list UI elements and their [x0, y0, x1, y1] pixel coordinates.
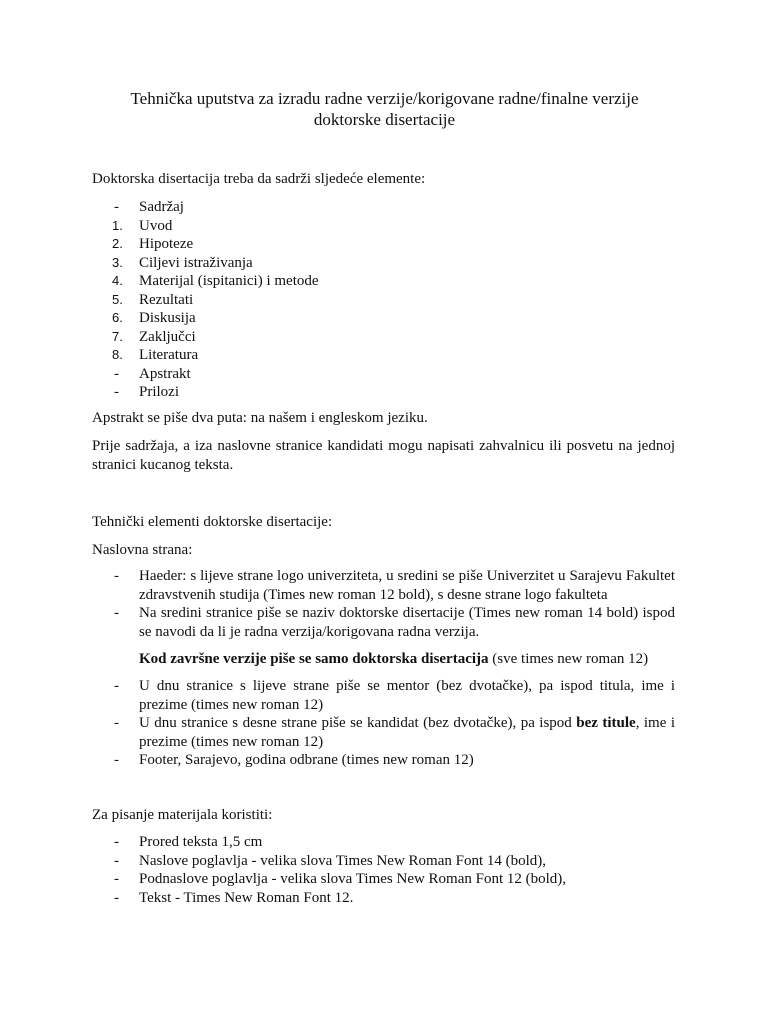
list-item: - Apstrakt — [114, 365, 191, 382]
list-item: 2. Hipoteze — [112, 236, 194, 252]
final-version-note-bold: Kod završne verzije piše se samo doktorska disertacija — [139, 651, 489, 667]
materials-heading: Za pisanje materijala koristiti: — [92, 807, 273, 823]
list-item: - Podnaslove poglavlja - velika slova Times New Roman Font 12 (bold), — [114, 871, 567, 887]
title-page-list-b — [92, 677, 675, 770]
materials-list — [92, 833, 675, 907]
list-item: 8. Literatura — [112, 347, 199, 363]
list-item: 6. Diskusija — [112, 310, 196, 326]
title-line-1: Tehnička uputstva za izradu radne verzije/korigovane radne/finalne verzije — [130, 89, 639, 108]
list-item: - Sadržaj — [114, 199, 184, 215]
final-version-note-rest: (sve times new roman 12) — [488, 651, 649, 667]
list-item: - Tekst - Times New Roman Font 12. — [114, 889, 354, 906]
list-item: 3. Ciljevi istraživanja — [112, 254, 253, 271]
list-item: 1. Uvod — [112, 217, 173, 234]
list-item: - Haeder: s lijeve strane logo univerziteta, u sredini se piše Univerzitet u Sarajevu Fakultet zdravstvenih studija (Times new roman 12 bold), s desne strane logo fakulteta — [114, 568, 675, 603]
list-item: - U dnu stranice s lijeve strane piše se mentor (bez dvotačke), pa ispod titula, ime i prezime (times new roman 12) — [114, 678, 675, 713]
list-item: - U dnu stranice s desne strane piše se kandidat (bez dvotačke), pa ispod bez titule, ime i prezime (times new roman 12) — [114, 715, 675, 750]
list-item: 4. Materijal (ispitanici) i metode — [112, 273, 319, 289]
document-title — [92, 88, 677, 130]
final-version-note — [139, 650, 675, 669]
technical-heading: Tehnički elementi doktorske disertacije: — [92, 514, 333, 530]
title-page-heading: Naslovna strana: — [92, 542, 193, 558]
elements-intro: Doktorska disertacija treba da sadrži sljedeće elemente: — [92, 171, 426, 187]
list-item: - Naslove poglavlja - velika slova Times New Roman Font 14 (bold), — [114, 852, 547, 869]
list-item: - Prilozi — [114, 384, 179, 400]
elements-list — [92, 198, 675, 402]
list-item: 5. Rezultati — [112, 291, 194, 308]
list-item: - Footer, Sarajevo, godina odbrane (times new roman 12) — [114, 752, 474, 768]
list-item: - Na sredini stranice piše se naziv doktorske disertacije (Times new roman 14 bold) ispod se navodi da li je radna verzija/korigovana radna verzija. — [114, 605, 675, 640]
list-item: 7. Zaključci — [112, 328, 196, 345]
list-item: - Prored teksta 1,5 cm — [114, 834, 263, 850]
abstract-note: Apstrakt se piše dva puta: na našem i engleskom jeziku. — [92, 410, 428, 426]
title-page-list-a — [92, 567, 675, 641]
title-line-2: doktorske disertacije — [313, 110, 456, 129]
dedication-note: Prije sadržaja, a iza naslovne stranice kandidati mogu napisati zahvalnicu ili posvetu na jednoj stranici kucanog teksta. — [92, 438, 675, 473]
